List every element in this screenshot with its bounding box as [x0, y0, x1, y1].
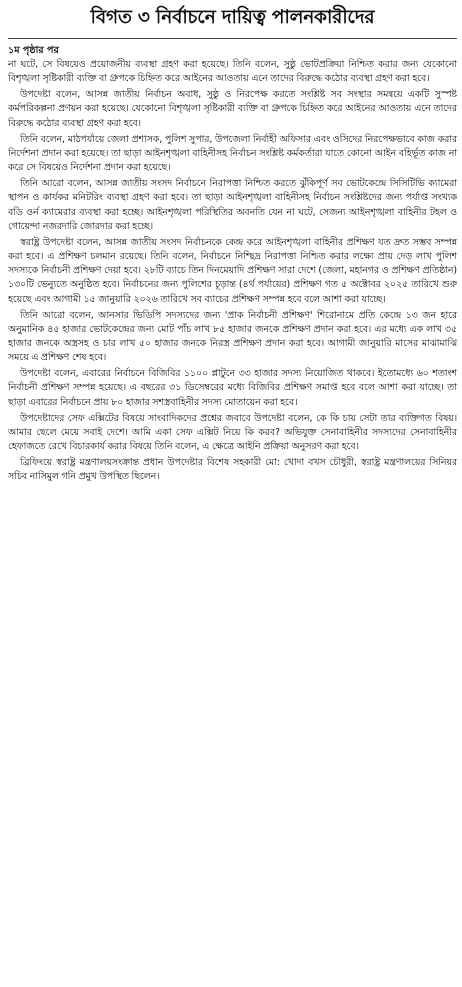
article-paragraph: উপদেষ্টা বলেন, এবারের নির্বাচনে বিজিবির ১১০০ প্লাটুনে ৩৩ হাজার সদস্য নিয়োজিত থাকবে। ইতোমধ্যে ৬০ শতাংশ নির্বাচনী প্রশিক্ষণ সম্পন্ন হয়েছে। এ বছরের ৩১ ডিসেম্বরের মধ্যে বিজিবির প্রশিক্ষণ সমাপ্ত হবে বলে আশা করা যাচ্ছে। তা ছাড়া এবারের নির্বাচনে প্রায় ৮০ হাজার সশস্ত্রবাহিনীর সদস্য মোতায়েন করা হবে।: [8, 368, 457, 408]
article-paragraph: তিনি আরো বলেন, আসন্ন জাতীয় সংসদ নির্বাচনে নিরাপত্তা নিশ্চিত করতে ঝুঁকিপূর্ণ সব ভোটকেন্দ্রে সিসিটিভি ক্যামেরা স্থাপন ও কার্যকর মনিটরিং ব্যবস্থা গ্রহণ করা হবে। তা ছাড়া আইনশৃঙ্খলা বাহিনীসহ নির্বাচন সংশ্লিষ্টদের জন্য পর্যাপ্ত সংখ্যক বডি ওর্ন ক্যামেরার ব্যবস্থা করা হচ্ছে। আইনশৃঙ্খলা পরিস্থিতির অবনতি যেন না ঘটে, সেজন্য আইনশৃঙ্খলা বাহিনীর টহল ও গোয়েন্দা নজরদারি জোরদার করা হচ্ছে।: [8, 178, 457, 232]
jump-label: ১ম পৃষ্ঠার পর: [8, 45, 59, 56]
article-paragraph: স্বরাষ্ট্র উপদেষ্টা বলেন, আসন্ন জাতীয় সংসদ নির্বাচনকে কেন্দ্র করে আইনশৃঙ্খলা বাহিনীর প্রশিক্ষণ যত দ্রুত সম্ভব সম্পন্ন করা হবে। এ প্রশিক্ষণ চলমান রয়েছে। তিনি বলেন, নির্বাচনে নিশ্ছিদ্র নিরাপত্তা নিশ্চিত করার লক্ষ্যে প্রায় দেড় লাখ পুলিশ সদস্যকে নির্বাচনী প্রশিক্ষণ দেয়া হবে। ২৮টি ব্যাচে তিন দিনমেয়াদি প্রশিক্ষণ সারা দেশে (জেলা, মহানগর ও প্রশিক্ষণ প্রতিষ্ঠান) ১৩০টি ভেন্যুতে অনুষ্ঠিত হবে। নির্বাচনের জন্য পুলিশের চূড়ান্ত (৪র্থ পর্যায়ের) প্রশিক্ষণ গত ৫ অক্টোবর ২০২৫ তারিখে শুরু হয়েছে এবং আগামী ১৫ জানুয়ারি ২০২৬ তারিখে সব ব্যাচের প্রশিক্ষণ সম্পন্ন হবে বলে আশা করা যাচ্ছে।: [8, 236, 457, 305]
article-paragraph: তিনি আরো বলেন, আনসার ভিডিপি সদস্যদের জন্য 'প্রাক নির্বাচনী প্রশিক্ষণ' শিরোনামে প্রতি কেন্দ্রে ১৩ জন হারে অনুমানিক ৪৫ হাজার ভোটকেন্দ্রের জন্য মোট পাঁচ লাখ ৮৫ হাজার জনকে প্রশিক্ষণ প্রদান করা হবে। এর মধ্যে এক লাখ ৩৫ হাজার জনকে অস্ত্রসহ ও চার লাখ ৫০ হাজার জনকে নিরস্ত্র প্রশিক্ষণ প্রদান করা হবে। আগামী জানুয়ারি মাসের মাঝামাঝি সময়ে এ প্রশিক্ষণ শেষ হবে।: [8, 309, 457, 364]
article-paragraph: উপদেষ্টাদের সেফ এক্সিটের বিষয়ে সাংবাদিকদের প্রশ্নের জবাবে উপদেষ্টা বলেন, কে কি চায় সেটা তার ব্যক্তিগত বিষয়। আমার ছেলে মেয়ে সবাই দেশে। আমি একা সেফ এক্সিট নিয়ে কি করব? অভিযুক্ত সেনাবাহিনীর সদস্যদের সেনাবাহিনীর হেফাজতে রেখে বিচারকার্য করার বিষয়ে তিনি বলেন, এ ক্ষেত্রে আইনি প্রক্রিয়া অনুসরণ করা হবে।: [8, 412, 457, 453]
article-paragraph: উপদেষ্টা বলেন, আসন্ন জাতীয় নির্বাচন অবাধ, সুষ্ঠু ও নিরপেক্ষ করতে সংশ্লিষ্ট সব সংস্থার সমন্বয়ে একটি সুস্পষ্ট কর্মপরিকল্পনা প্রণয়ন করা হয়েছে। যেকোনো বিশৃঙ্খলা সৃষ্টিকারী ব্যক্তি বা গ্রুপকে চিহ্নিত করে আইনের আওতায় এনে তাদের বিরুদ্ধে কঠোর ব্যবস্থা গ্রহণ করা হবে।: [8, 89, 457, 129]
article-paragraph: ব্রিফিংয়ে স্বরাষ্ট্র মন্ত্রণালয়সংক্রান্ত প্রধান উপদেষ্টার বিশেষ সহকারী মো: খোদা বখস চৌধুরী, স্বরাষ্ট্র মন্ত্রণালয়ের সিনিয়র সচিব নাসিমুল গনি প্রমুখ উপস্থিত ছিলেন।: [8, 457, 457, 483]
article-body: [8, 58, 457, 485]
article-paragraph: তিনি বলেন, মাঠপর্যায়ে জেলা প্রশাসক, পুলিশ সুপার, উপজেলা নির্বাহী অফিসার এবং ওসিদের নিরপেক্ষভাবে কাজ করার নির্দেশনা প্রদান করা হয়েছে। তা ছাড়া আইনশৃঙ্খলা বাহিনীসহ নির্বাচন সংশ্লিষ্ট কর্মকর্তারা যাতে কোনো আইন বহির্ভূত কাজ না করে সে বিষয়েও নির্দেশনা প্রদান করা হয়েছে।: [8, 133, 457, 174]
headline: বিগত ৩ নির্বাচনে দায়িত্ব পালনকারীদের: [8, 0, 457, 39]
article-paragraph: না ঘটে, সে বিষয়েও প্রয়োজনীয় ব্যবস্থা গ্রহণ করা হয়েছে। তিনি বলেন, সুষ্ঠু ভোটপ্রক্রিয়া নিশ্চিত করার জন্য যেকোনো বিশৃঙ্খলা সৃষ্টিকারী ব্যক্তি বা গ্রুপকে চিহ্নিত করে আইনের আওতায় এনে তাদের বিরুদ্ধে কঠোর ব্যবস্থা গ্রহণ করা হবে।: [8, 59, 457, 85]
